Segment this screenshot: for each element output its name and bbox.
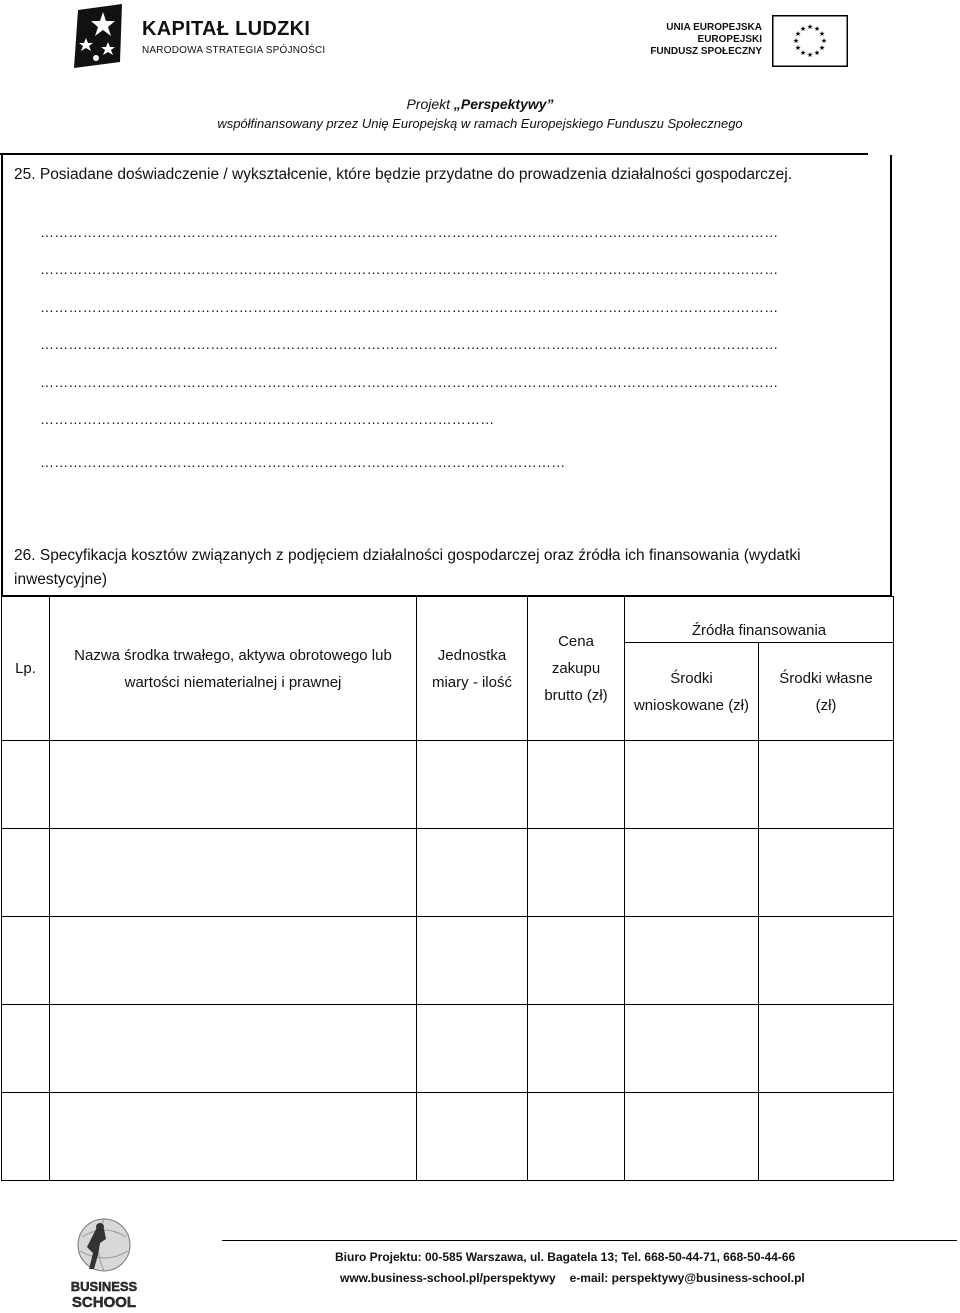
svg-text:BUSINESS: BUSINESS (70, 1279, 138, 1294)
cell-price[interactable] (528, 829, 625, 917)
cell-unit[interactable] (417, 917, 528, 1005)
column-header-unit (417, 597, 528, 741)
svg-text:★: ★ (794, 44, 802, 52)
column-header-own (759, 643, 894, 741)
question-25-text: 25. Posiadane doświadczenie / wykształcenie, które będzie przydatne do prowadzenia działalności gospodarczej. (14, 166, 793, 183)
business-school-logo-icon (66, 1215, 142, 1311)
table-row (2, 741, 894, 829)
cell-name[interactable] (50, 1093, 417, 1181)
kapital-ludzki-title: KAPITAŁ LUDZKI (142, 18, 311, 40)
table-row (2, 1093, 894, 1181)
table-row (2, 917, 894, 1005)
svg-text:★: ★ (799, 25, 807, 33)
cell-lp[interactable] (2, 1093, 50, 1181)
column-header-price (528, 597, 625, 741)
cell-price[interactable] (528, 917, 625, 1005)
svg-text:★: ★ (794, 30, 802, 38)
column-header-own-text: Środki własne (zł) (779, 669, 873, 714)
kapital-ludzki-logo-icon (70, 2, 130, 72)
table-header-row (2, 597, 894, 643)
eu-line-1: UNIA EUROPEJSKA (666, 22, 762, 33)
cell-price[interactable] (528, 1005, 625, 1093)
kapital-ludzki-subtitle: NARODOWA STRATEGIA SPÓJNOŚCI (142, 45, 326, 56)
cell-own[interactable] (759, 917, 894, 1005)
cell-requested[interactable] (625, 741, 759, 829)
cell-unit[interactable] (417, 1093, 528, 1181)
column-header-name-text: Nazwa środka trwałego, aktywa obrotowego lub wartości niematerialnej i prawnej (74, 646, 392, 691)
svg-text:★: ★ (799, 49, 807, 57)
cell-own[interactable] (759, 1005, 894, 1093)
table-row (2, 829, 894, 917)
svg-text:SCHOOL: SCHOOL (71, 1294, 137, 1311)
svg-text:★: ★ (792, 37, 800, 45)
footer-address: Biuro Projektu: 00-585 Warszawa, ul. Bagatela 13; Tel. 668-50-44-71, 668-50-44-66 (335, 1250, 796, 1264)
svg-text:★: ★ (818, 30, 826, 38)
eu-flag-icon (772, 15, 848, 67)
svg-text:★: ★ (813, 49, 821, 57)
project-title (0, 96, 960, 112)
cell-requested[interactable] (625, 1093, 759, 1181)
cell-lp[interactable] (2, 1005, 50, 1093)
cell-name[interactable] (50, 1005, 417, 1093)
table-row (2, 1005, 894, 1093)
column-header-requested-text: Środki wnioskowane (zł) (633, 669, 750, 714)
cell-price[interactable] (528, 741, 625, 829)
cell-unit[interactable] (417, 741, 528, 829)
footer-contact (340, 1271, 805, 1285)
footer-email-link[interactable]: e-mail: perspektywy@business-school.pl (569, 1271, 805, 1285)
svg-text:★: ★ (813, 25, 821, 33)
svg-text:★: ★ (820, 37, 828, 45)
cofinancing-note: współfinansowany przez Unię Europejską w ramach Europejskiego Funduszu Społecznego (217, 116, 743, 131)
cell-unit[interactable] (417, 829, 528, 917)
svg-text:★: ★ (806, 23, 814, 31)
eu-line-2: EUROPEJSKI (697, 34, 762, 45)
column-header-price-text: Cena zakupu brutto (zł) (544, 633, 608, 704)
answer-line-1[interactable]: ………………………………………………………………………………………………………………………………………… (40, 224, 779, 240)
project-name: „Perspektywy” (453, 96, 554, 112)
cell-unit[interactable] (417, 1005, 528, 1093)
cell-requested[interactable] (625, 917, 759, 1005)
cell-lp[interactable] (2, 741, 50, 829)
cell-lp[interactable] (2, 829, 50, 917)
cell-requested[interactable] (625, 1005, 759, 1093)
column-header-sources: Źródła finansowania (625, 597, 894, 643)
svg-text:★: ★ (818, 44, 826, 52)
cell-name[interactable] (50, 741, 417, 829)
cell-requested[interactable] (625, 829, 759, 917)
column-header-name (50, 597, 417, 741)
question-26-text: 26. Specyfikacja kosztów związanych z podjęciem działalności gospodarczej oraz źródła ich finansowania (wydatki inwestycyjne) (14, 547, 801, 588)
answer-line-3[interactable]: ………………………………………………………………………………………………………………………………………… (40, 299, 779, 315)
project-prefix: Projekt (406, 96, 454, 112)
answer-line-4[interactable]: ………………………………………………………………………………………………………………………………………… (40, 336, 779, 352)
cell-name[interactable] (50, 917, 417, 1005)
column-header-requested (625, 643, 759, 741)
cell-own[interactable] (759, 1093, 894, 1181)
answer-line-5[interactable]: ………………………………………………………………………………………………………………………………………… (40, 374, 779, 390)
column-header-lp: Lp. (2, 597, 50, 741)
column-header-unit-text: Jednostka miary - ilość (431, 646, 512, 691)
svg-text:★: ★ (806, 51, 814, 59)
cell-lp[interactable] (2, 917, 50, 1005)
cost-table (1, 596, 894, 1181)
cell-own[interactable] (759, 741, 894, 829)
answer-line-6[interactable]: …………………………………………………………………………………… (40, 411, 495, 427)
cell-own[interactable] (759, 829, 894, 917)
eu-line-3: FUNDUSZ SPOŁECZNY (650, 46, 762, 57)
answer-line-2[interactable]: ………………………………………………………………………………………………………………………………………… (40, 261, 779, 277)
answer-line-7[interactable]: ………………………………………………………………………………………………… (40, 454, 566, 470)
eu-text-block (650, 22, 762, 58)
footer-website-link[interactable]: www.business-school.pl/perspektywy (340, 1271, 556, 1285)
footer-divider (222, 1240, 957, 1241)
cell-name[interactable] (50, 829, 417, 917)
cell-price[interactable] (528, 1093, 625, 1181)
